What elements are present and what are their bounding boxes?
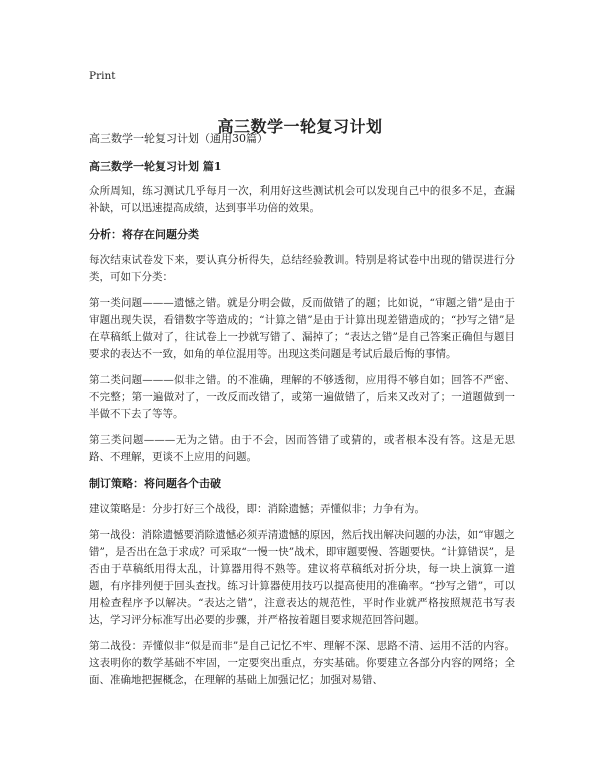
battle1-paragraph: 第一战役：消除遗憾要消除遗憾必须弄清遗憾的原因，然后找出解决问题的办法，如“审题之错”，是否出在急于求成？可采取“一慢一快”战术，即审题要慢、答题要快。“计算错误”，是否由于草稿纸用得太乱，计算器用得不熟等。建议将草稿纸对折分块，每一块上演算一道题，有序排列便于回头查找。练习计算器使用技巧以提高使用的准确率。“抄写之错”，可以用检查程序予以解决。“表达之错”，注意表达的规范性，平时作业就严格按照规范书写表达，学习评分标准写出必要的步骤，并严格按着题目要求规范回答问题。 bbox=[89, 529, 515, 626]
type2-paragraph: 第二类问题———似非之错。的不准确，理解的不够透彻，应用得不够自如；回答不严密、不完整；第一遍做对了，一改反而改错了，或第一遍做错了，后来又改对了；一道题做到一半做不下去了等等。 bbox=[89, 374, 515, 420]
type1-paragraph: 第一类问题———遗憾之错。就是分明会做，反而做错了的题；比如说，“审题之错”是由于审题出现失误，看错数字等造成的；“计算之错”是由于计算出现差错造成的；“抄写之错”是在草稿纸上做对了，往试卷上一抄就写错了、漏掉了；“表达之错”是自己答案正确但与题目要求的表达不一致，如角的单位混用等。出现这类问题是考试后最后悔的事情。 bbox=[89, 297, 515, 360]
document-title: 高三数学一轮复习计划 bbox=[217, 116, 383, 136]
intro-paragraph: 众所周知，练习测试几乎每月一次，利用好这些测试机会可以发现自己中的很多不足，查漏补缺，可以迅速提高成绩，达到事半功倍的效果。 bbox=[89, 185, 515, 214]
print-link[interactable]: Print bbox=[89, 70, 116, 82]
document-subtitle: 高三数学一轮复习计划（通用30篇） bbox=[89, 132, 268, 145]
analysis-paragraph: 每次结束试卷发下来，要认真分析得失，总结经验教训。特别是将试卷中出现的错误进行分类，可如下分类： bbox=[89, 254, 515, 283]
battle2-paragraph: 第二战役：弄懂似非“似是而非”是自己记忆不牢、理解不深、思路不清、运用不活的内容。这表明你的数学基础不牢固，一定要突出重点，夯实基础。你要建立各部分内容的网络；全面、准确地把握概念，在理解的基础上加强记忆；加强对易错、 bbox=[89, 640, 515, 686]
strategy-intro-paragraph: 建议策略是：分步打好三个战役，即：消除遗憾；弄懂似非；力争有为。 bbox=[89, 503, 425, 515]
strategy-heading: 制订策略：将问题各个击破 bbox=[89, 477, 221, 490]
type3-paragraph: 第三类问题———无为之错。由于不会，因而答错了或猜的，或者根本没有答。这是无思路、不理解，更谈不上应用的问题。 bbox=[89, 434, 515, 463]
analysis-heading: 分析：将存在问题分类 bbox=[89, 228, 199, 241]
section-title: 高三数学一轮复习计划 篇1 bbox=[89, 160, 222, 173]
document-body bbox=[89, 130, 515, 698]
